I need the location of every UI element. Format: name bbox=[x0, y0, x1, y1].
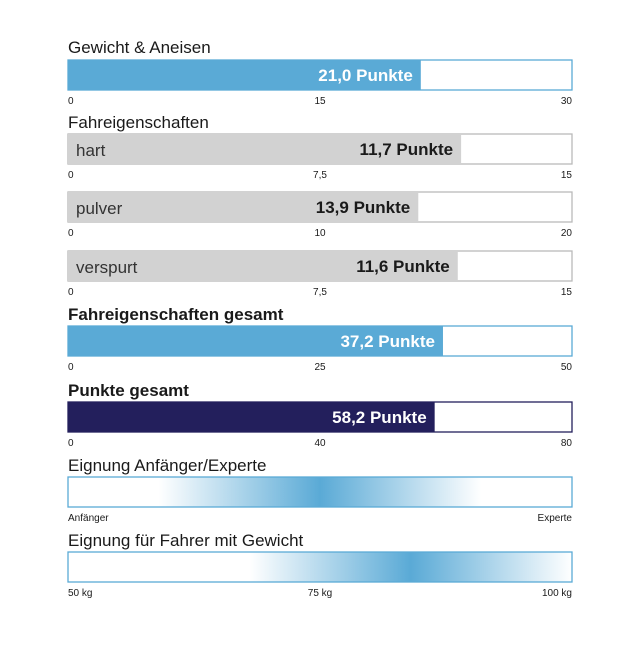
bar-value-label: 13,9 Punkte bbox=[315, 198, 411, 217]
axis-tick-label: 25 bbox=[314, 362, 326, 373]
axis-tick-label: 100 kg bbox=[541, 588, 572, 599]
chart-block-1 bbox=[68, 38, 572, 107]
axis-tick-label: Anfänger bbox=[68, 513, 109, 524]
section-title: Punkte gesamt bbox=[68, 381, 189, 400]
axis-tick-label: 10 bbox=[314, 228, 326, 239]
bar-category-label: pulver bbox=[76, 199, 123, 218]
axis-tick-label: 40 bbox=[314, 438, 326, 449]
axis-tick-label: 30 bbox=[560, 96, 572, 107]
axis-tick-label: 50 bbox=[560, 362, 572, 373]
axis-tick-label: 50 kg bbox=[68, 588, 93, 599]
axis-tick-label: 7,5 bbox=[313, 287, 327, 298]
bar-value-label: 58,2 Punkte bbox=[332, 408, 427, 427]
chart-block-4 bbox=[68, 251, 572, 298]
axis-tick-label: Experte bbox=[537, 513, 572, 524]
bar-value-label: 21,0 Punkte bbox=[318, 66, 413, 85]
axis-tick-label: 0 bbox=[68, 96, 74, 107]
chart-block-6 bbox=[68, 381, 572, 449]
axis-tick-label: 0 bbox=[68, 228, 74, 239]
axis-tick-label: 0 bbox=[68, 287, 74, 298]
section-title: Eignung Anfänger/Experte bbox=[68, 456, 267, 475]
bar-value-label: 11,7 Punkte bbox=[359, 140, 454, 159]
chart-block-7 bbox=[68, 456, 572, 524]
chart-block-3 bbox=[68, 192, 572, 239]
section-title: Eignung für Fahrer mit Gewicht bbox=[68, 531, 304, 550]
chart-block-2 bbox=[68, 113, 572, 181]
axis-tick-label: 15 bbox=[314, 96, 326, 107]
bar-category-label: verspurt bbox=[76, 258, 138, 277]
suitability-gradient-bar bbox=[68, 552, 572, 582]
axis-tick-label: 7,5 bbox=[313, 170, 327, 181]
suitability-gradient-bar bbox=[68, 477, 572, 507]
bar-value-label: 37,2 Punkte bbox=[340, 332, 435, 351]
axis-tick-label: 15 bbox=[560, 287, 572, 298]
axis-tick-label: 0 bbox=[68, 362, 74, 373]
bar-category-label: hart bbox=[76, 141, 106, 160]
section-title: Gewicht & Aneisen bbox=[68, 38, 211, 57]
axis-tick-label: 75 kg bbox=[307, 588, 333, 599]
axis-tick-label: 0 bbox=[68, 170, 74, 181]
bar-value-label: 11,6 Punkte bbox=[356, 257, 450, 276]
axis-tick-label: 0 bbox=[68, 438, 74, 449]
chart-block-8 bbox=[68, 531, 572, 599]
axis-tick-label: 20 bbox=[560, 228, 572, 239]
section-title: Fahreigenschaften gesamt bbox=[68, 305, 284, 324]
section-title: Fahreigenschaften bbox=[68, 113, 209, 132]
axis-tick-label: 15 bbox=[560, 170, 572, 181]
axis-tick-label: 80 bbox=[560, 438, 572, 449]
chart-block-5 bbox=[68, 305, 572, 373]
